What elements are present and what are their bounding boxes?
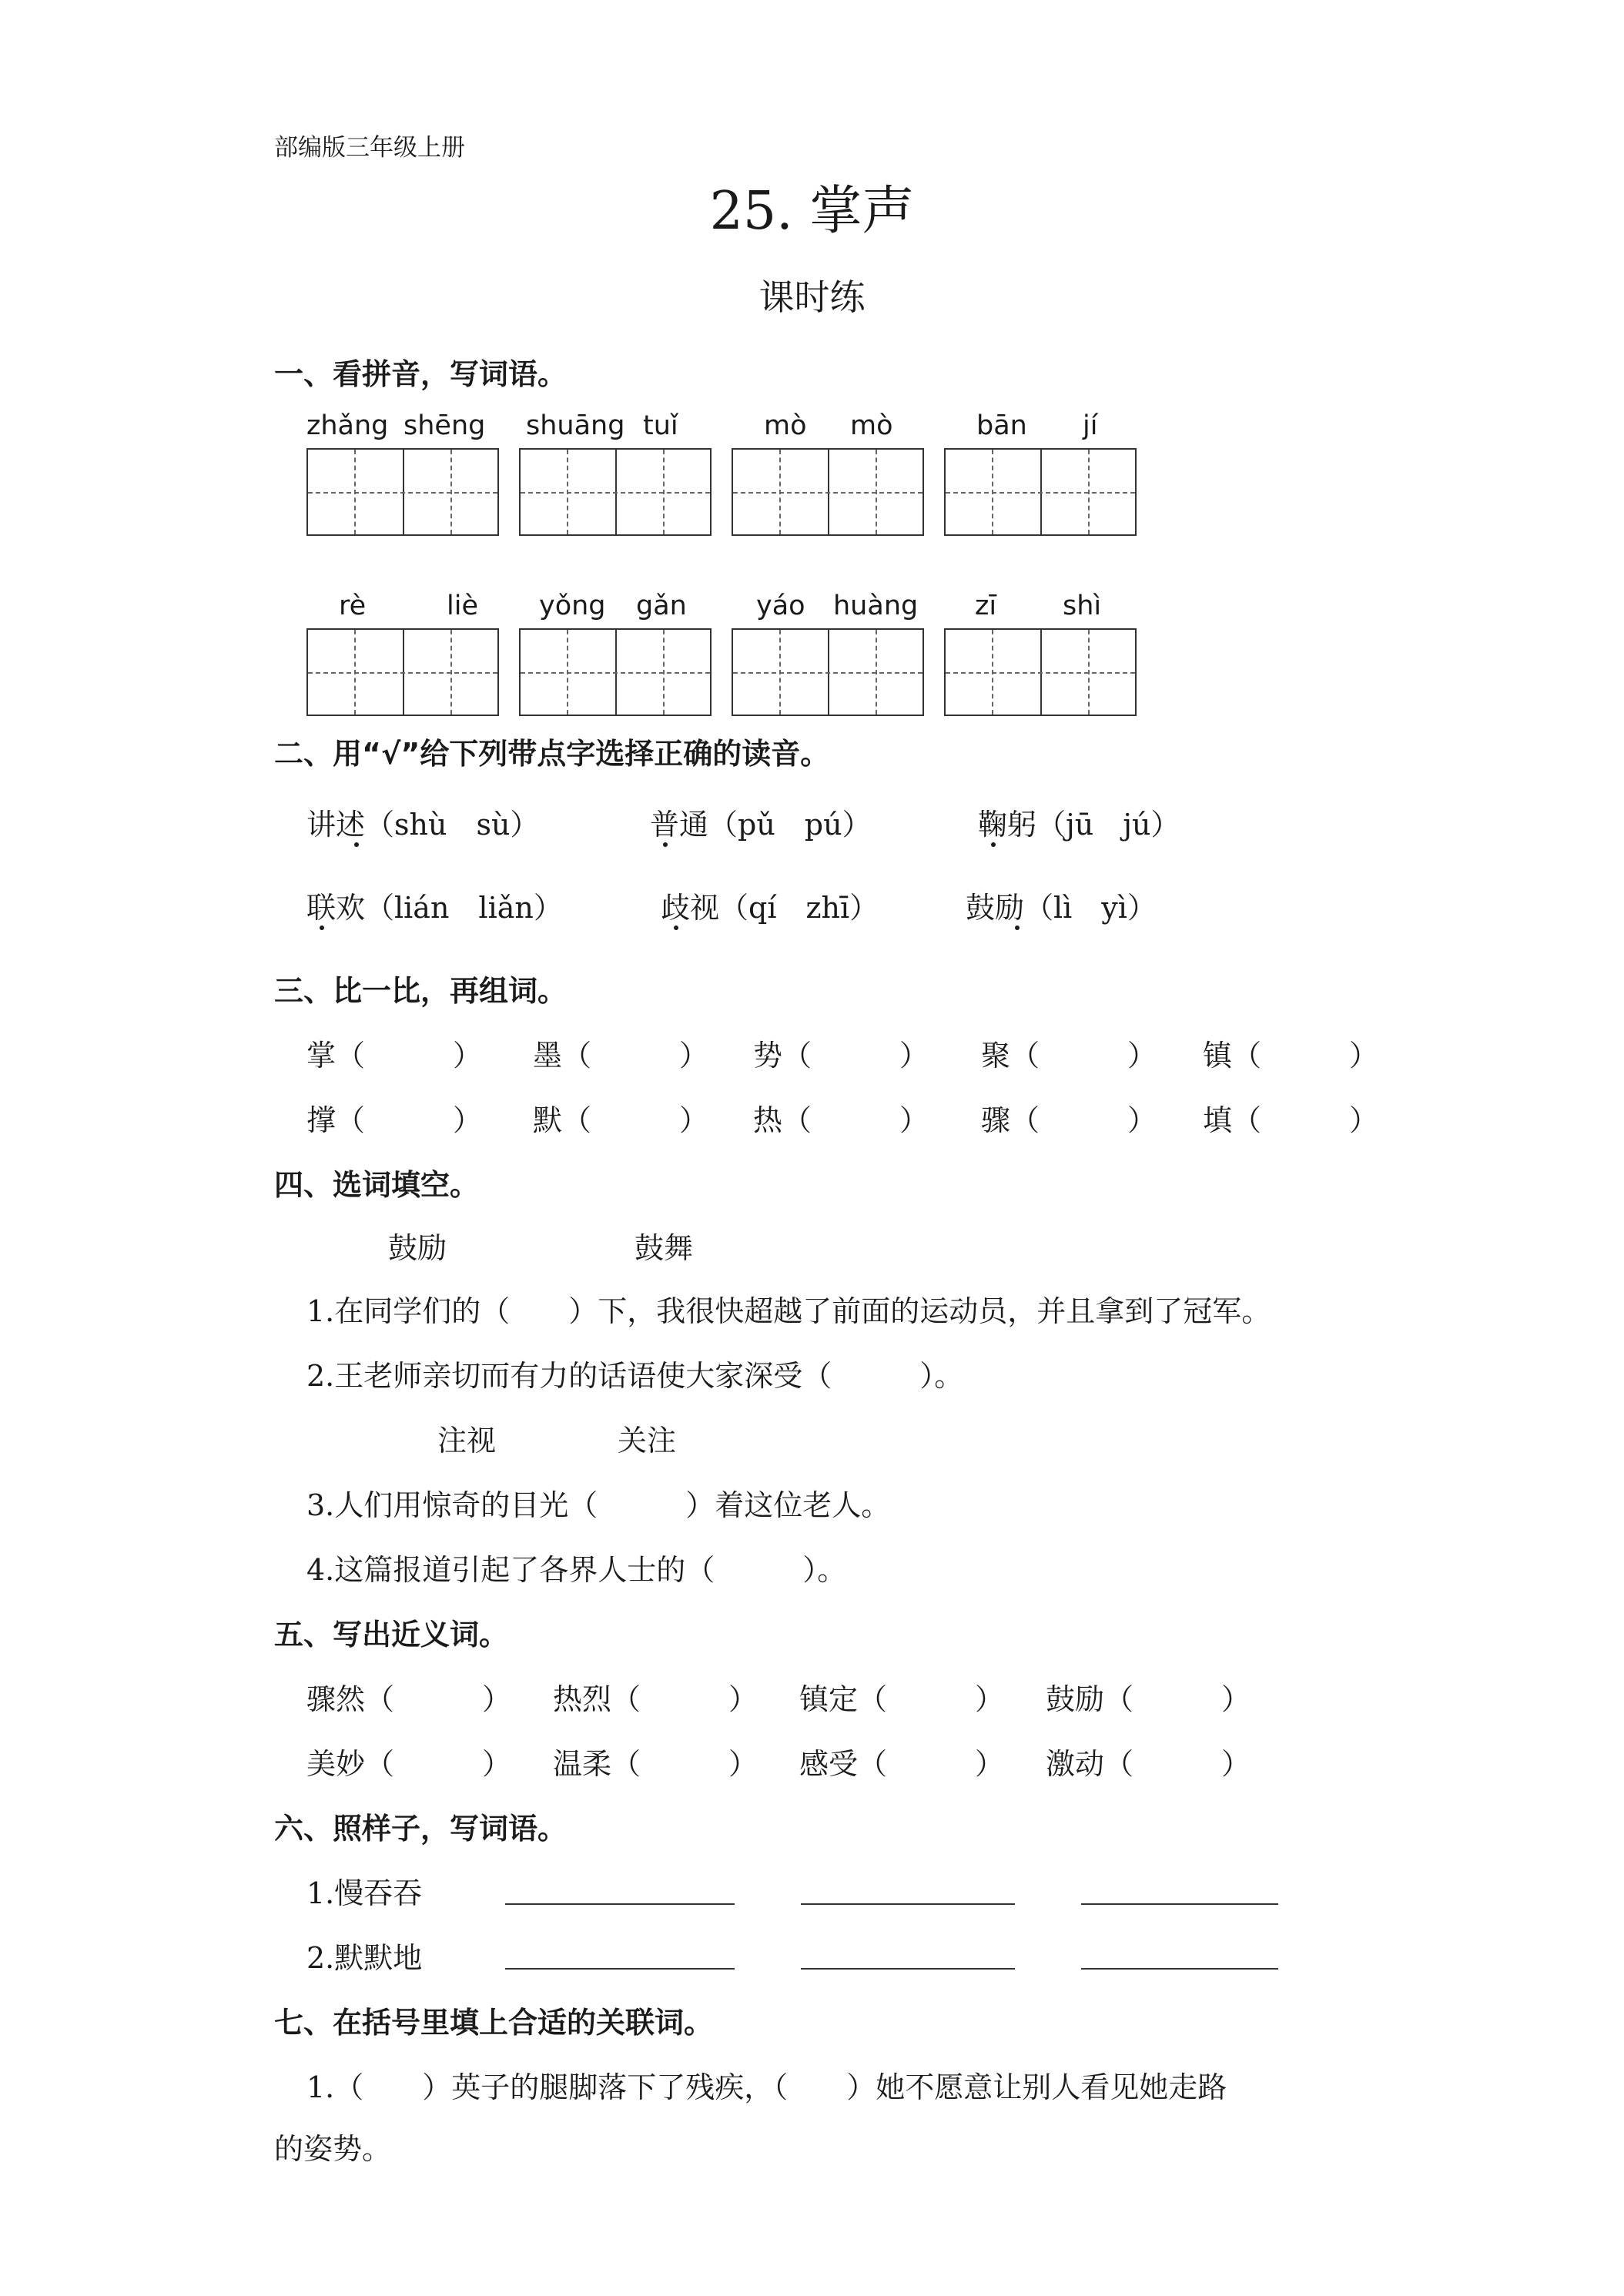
compare-item[interactable]: 墨（ ） xyxy=(533,1039,709,1073)
answer-line[interactable] xyxy=(1081,1903,1278,1905)
writing-grid-1[interactable] xyxy=(306,448,499,536)
word-choice: 鼓舞 xyxy=(635,1231,694,1265)
conjunction-question-1[interactable]: 1.（ ）英子的腿脚落下了残疾，（ ）她不愿意让别人看见她走路 xyxy=(306,2070,1227,2104)
emphasis-dot xyxy=(1015,925,1020,930)
writing-grid-2[interactable] xyxy=(519,448,712,536)
pinyin: shì xyxy=(1063,591,1102,621)
answer-line[interactable] xyxy=(801,1903,1015,1905)
page-subtitle: 课时练 xyxy=(758,276,866,318)
pinyin: huàng xyxy=(833,591,919,621)
emphasis-dot xyxy=(663,842,668,847)
emphasis-dot xyxy=(320,925,324,930)
answer-line[interactable] xyxy=(1081,1968,1278,1970)
reading-choice[interactable]: 鼓励（lì yì） xyxy=(966,891,1157,925)
writing-grid-6[interactable] xyxy=(519,628,712,716)
synonym-item[interactable]: 温柔（ ） xyxy=(553,1747,758,1781)
fill-question-3[interactable]: 3.人们用惊奇的目光（ ）着这位老人。 xyxy=(306,1488,891,1522)
writing-grid-8[interactable] xyxy=(944,628,1137,716)
compare-item[interactable]: 撑（ ） xyxy=(306,1103,483,1137)
writing-grid-7[interactable] xyxy=(732,628,924,716)
emphasis-dot xyxy=(991,842,996,847)
section-1-title: 一、看拼音，写词语。 xyxy=(274,357,568,391)
synonym-item[interactable]: 镇定（ ） xyxy=(799,1682,1005,1716)
compare-item[interactable]: 掌（ ） xyxy=(306,1039,483,1073)
pattern-item: 1.慢吞吞 xyxy=(306,1876,423,1910)
fill-question-2[interactable]: 2.王老师亲切而有力的话语使大家深受（ ）。 xyxy=(306,1359,964,1393)
pinyin: yǒng xyxy=(539,591,606,621)
section-3-title: 三、比一比，再组词。 xyxy=(274,974,568,1008)
section-7-title: 七、在括号里填上合适的关联词。 xyxy=(274,2006,714,2040)
pinyin: bān xyxy=(976,410,1027,441)
word-choice: 关注 xyxy=(618,1424,677,1458)
writing-grid-3[interactable] xyxy=(732,448,924,536)
synonym-item[interactable]: 热烈（ ） xyxy=(553,1682,758,1716)
word-choice: 鼓励 xyxy=(388,1231,447,1265)
answer-line[interactable] xyxy=(801,1968,1015,1970)
synonym-item[interactable]: 激动（ ） xyxy=(1046,1747,1251,1781)
page-title: 25. 掌声 xyxy=(709,181,915,242)
synonym-item[interactable]: 骤然（ ） xyxy=(306,1682,512,1716)
emphasis-dot xyxy=(354,842,359,847)
fill-question-1[interactable]: 1.在同学们的（ ）下，我很快超越了前面的运动员，并且拿到了冠军。 xyxy=(306,1294,1271,1328)
pinyin: shēng xyxy=(403,410,486,441)
pinyin: liè xyxy=(447,591,478,621)
pinyin: jí xyxy=(1083,410,1098,441)
writing-grid-4[interactable] xyxy=(944,448,1137,536)
pinyin: zī xyxy=(975,591,997,621)
emphasis-dot xyxy=(674,925,678,930)
pinyin: mò xyxy=(850,410,893,441)
synonym-item[interactable]: 美妙（ ） xyxy=(306,1747,512,1781)
section-6-title: 六、照样子，写词语。 xyxy=(274,1812,568,1846)
pinyin: zhǎng xyxy=(306,410,389,441)
compare-item[interactable]: 默（ ） xyxy=(533,1103,709,1137)
conjunction-question-1-cont: 的姿势。 xyxy=(274,2132,392,2166)
pinyin: mò xyxy=(764,410,807,441)
answer-line[interactable] xyxy=(505,1903,735,1905)
section-4-title: 四、选词填空。 xyxy=(274,1168,480,1202)
grade-header: 部编版三年级上册 xyxy=(274,134,465,162)
pinyin: gǎn xyxy=(636,591,687,621)
compare-item[interactable]: 骤（ ） xyxy=(981,1103,1157,1137)
pinyin: yáo xyxy=(756,591,805,621)
compare-item[interactable]: 聚（ ） xyxy=(981,1039,1157,1073)
synonym-item[interactable]: 感受（ ） xyxy=(799,1747,1005,1781)
reading-choice[interactable]: 普通（pǔ pú） xyxy=(650,808,872,842)
section-5-title: 五、写出近义词。 xyxy=(274,1618,509,1652)
answer-line[interactable] xyxy=(505,1968,735,1970)
synonym-item[interactable]: 鼓励（ ） xyxy=(1046,1682,1251,1716)
pinyin: tuǐ xyxy=(643,410,678,441)
compare-item[interactable]: 填（ ） xyxy=(1203,1103,1379,1137)
pinyin: shuāng xyxy=(526,410,625,441)
pinyin: rè xyxy=(339,591,367,621)
reading-choice[interactable]: 鞠躬（jū jú） xyxy=(978,808,1180,842)
reading-choice[interactable]: 联欢（lián liǎn） xyxy=(306,891,563,925)
section-2-title: 二、用“√”给下列带点字选择正确的读音。 xyxy=(274,737,830,771)
fill-question-4[interactable]: 4.这篇报道引起了各界人士的（ ）。 xyxy=(306,1553,847,1587)
compare-item[interactable]: 镇（ ） xyxy=(1203,1039,1379,1073)
compare-item[interactable]: 势（ ） xyxy=(753,1039,929,1073)
writing-grid-5[interactable] xyxy=(306,628,499,716)
reading-choice[interactable]: 讲述（shù sù） xyxy=(306,808,540,842)
word-choice: 注视 xyxy=(437,1424,497,1458)
pattern-item: 2.默默地 xyxy=(306,1941,423,1975)
compare-item[interactable]: 热（ ） xyxy=(753,1103,929,1137)
reading-choice[interactable]: 歧视（qí zhī） xyxy=(661,891,879,925)
